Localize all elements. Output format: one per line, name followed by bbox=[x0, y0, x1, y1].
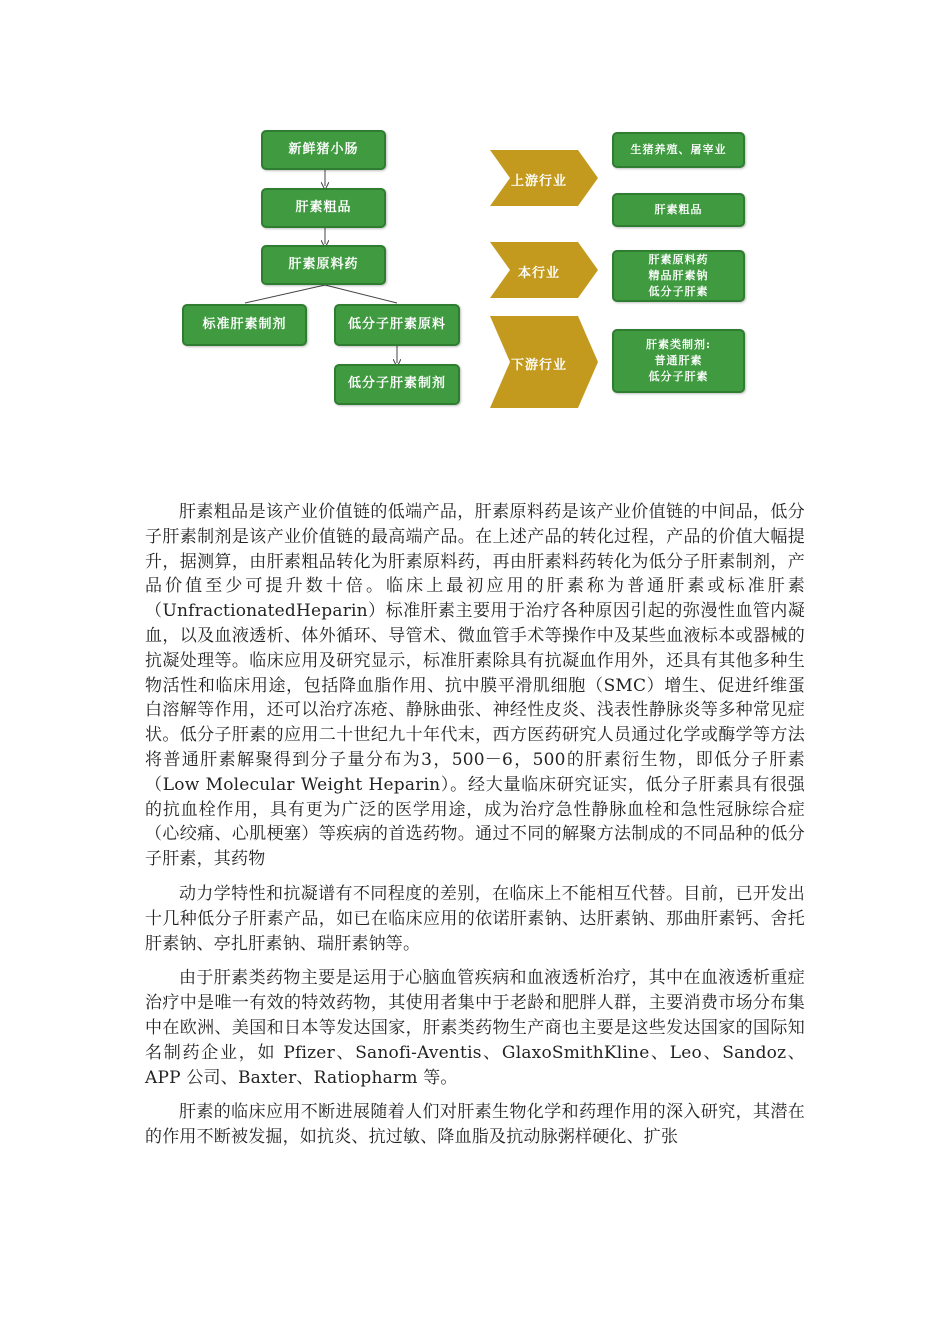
flow-connectors bbox=[0, 0, 950, 440]
arrow-3-4b bbox=[325, 285, 397, 303]
step-fresh-pig-intestine: 新鲜猪小肠 bbox=[261, 130, 386, 170]
downstream-label: 下游行业 bbox=[510, 358, 567, 373]
step-crude-heparin: 肝素粗品 bbox=[261, 188, 386, 228]
step-heparin-api: 肝素原料药 bbox=[261, 245, 386, 285]
upstream-box-crude-heparin: 肝素粗品 bbox=[612, 193, 745, 227]
paragraph-2: 动力学特性和抗凝谱有不同程度的差别，在临床上不能相互代替。目前，已开发出十几种低分子肝素产品，如已在临床应用的依诺肝素钠、达肝素钠、那曲肝素钙、舍托肝素钠、亭扎肝素钠、瑞肝素钠等。 bbox=[145, 883, 805, 954]
paragraph-4: 肝素的临床应用不断进展随着人们对肝素生物化学和药理作用的深入研究，其潜在的作用不断被发掘，如抗炎、抗过敏、降血脂及抗动脉粥样硬化、扩张 bbox=[145, 1102, 805, 1148]
paragraph-1: 肝素粗品是该产业价值链的低端产品，肝素原料药是该产业价值链的中间品，低分子肝素制剂是该产业价值链的最高端产品。在上述产品的转化过程，产品的价值大幅提升，据测算，由肝素粗品转化为肝素原料药，再由肝素料药转化为低分子肝素制剂，产品价值至少可提升数十倍。临床上最初应用的肝素称为普通肝素或标准肝素（UnfractionatedHeparin）标准肝素主要用于治疗各种原因引起的弥漫性血管内凝血，以及血液透析、体外循环、导管术、微血管手术等操作中及某些血液标本或器械的抗凝处理等。临床应用及研究显示，标准肝素除具有抗凝血作用外，还具有其他多种生物活性和临床用途，包括降血脂作用、抗中膜平滑肌细胞（SMC）增生、促进纤维蛋白溶解等作用，还可以治疗冻疮、静脉曲张、神经性皮炎、浅表性静脉炎等多种常见症状。低分子肝素的应用二十世纪九十年代末，西方医药研究人员通过化学或酶学等方法将普通肝素解聚得到分子量分布为3，500－6，500的肝素衍生物，即低分子肝素（Low Molecular Weight Heparin）。经大量临床研究证实，低分子肝素具有很强的抗血栓作用，具有更为广泛的医学用途，成为治疗急性静脉血栓和急性冠脉综合症（心绞痛、心肌梗塞）等疾病的首选药物。通过不同的解聚方法制成的不同品种的低分子肝素，其药物 bbox=[145, 502, 805, 870]
step-lmwh-preparation: 低分子肝素制剂 bbox=[334, 364, 460, 405]
midstream-box-products: 肝素原料药 精品肝素钠 低分子肝素 bbox=[612, 250, 745, 302]
heparin-process-diagram bbox=[0, 0, 950, 440]
upstream-label: 上游行业 bbox=[510, 174, 567, 189]
step-lmwh-raw-material: 低分子肝素原料 bbox=[334, 304, 460, 346]
paragraph-3: 由于肝素类药物主要是运用于心脑血管疾病和血液透析治疗，其中在血液透析重症治疗中是唯一有效的特效药物，其使用者集中于老龄和肥胖人群，主要消费市场分布集中在欧洲、美国和日本等发达国家，肝素类药物生产商也主要是这些发达国家的国际知名制药企业，如 Pfizer、Sanofi-Aventis、GlaxoSmithKline、Leo、Sandoz、APP 公司、Baxter、Ratiopharm 等。 bbox=[145, 968, 805, 1088]
downstream-box-preparations: 肝素类制剂: 普通肝素 低分子肝素 bbox=[612, 329, 745, 393]
midstream-label: 本行业 bbox=[517, 266, 560, 281]
upstream-box-pig-farming: 生猪养殖、屠宰业 bbox=[612, 132, 745, 168]
step-standard-heparin-preparation: 标准肝素制剂 bbox=[182, 304, 307, 346]
arrow-3-4a bbox=[245, 285, 325, 303]
article-body bbox=[145, 500, 805, 1160]
